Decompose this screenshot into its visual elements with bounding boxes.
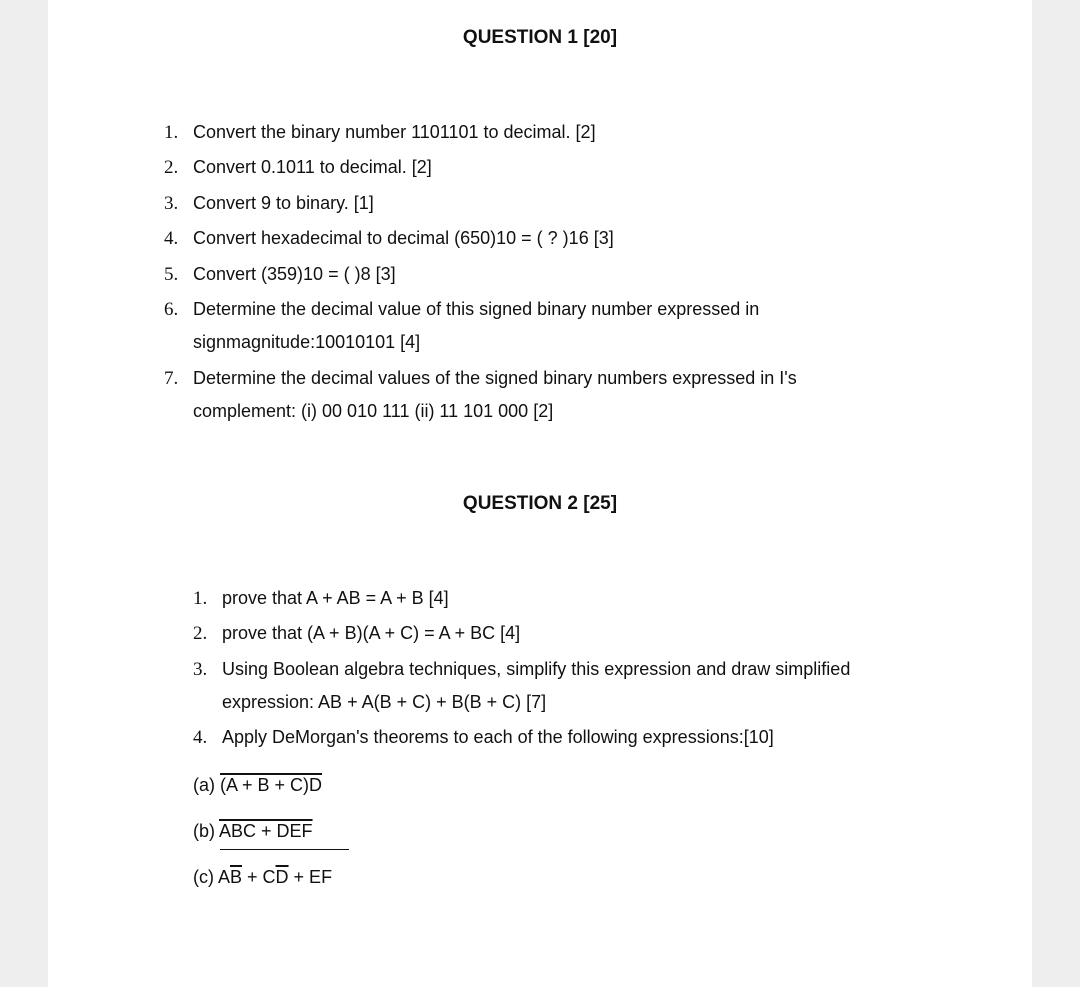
q1-item-7-text: Determine the decimal values of the signed binary numbers expressed in I's (193, 368, 797, 388)
q2-item-3-number: 3. (193, 659, 208, 680)
q1-item-3-text: Convert 9 to binary. [1] (193, 193, 374, 213)
sub-expression-c-term-b-bar: $\overline{B}$ (230, 867, 243, 887)
sub-expression-b-formula: ABC + DEF (219, 821, 313, 841)
q2-item-3-text: Using Boolean algebra techniques, simplify this expression and draw simplified (222, 659, 851, 679)
sub-expression-c-term-d-bar: $\overline{D}$ (275, 867, 289, 887)
sub-expression-b-label: (b) (193, 821, 220, 841)
q1-item-2-text: Convert 0.1011 to decimal. [2] (193, 157, 432, 177)
sub-expression-a-formula: (A + B + C)D (220, 775, 323, 795)
q1-item-3-number: 3. (164, 193, 179, 214)
document-page (48, 0, 1032, 987)
q1-item-1-number: 1. (164, 122, 179, 143)
sub-expression-c-term-c: + C (242, 867, 276, 887)
sub-expression-b (193, 821, 313, 842)
q2-item-3-continued: expression: AB + A(B + C) + B(B + C) [7] (222, 692, 547, 712)
sub-expression-a-label: (a) (193, 775, 220, 795)
q2-item-2-number: 2. (193, 623, 208, 644)
sub-expression-c-outer-bar (220, 849, 349, 850)
q2-item-4-text: Apply DeMorgan's theorems to each of the following expressions:[10] (222, 727, 774, 747)
sub-expression-c (193, 867, 332, 888)
q1-item-7-continued: complement: (i) 00 010 111 (ii) 11 101 000 [2] (193, 401, 554, 421)
q1-item-2-number: 2. (164, 157, 179, 178)
q2-item-2-text: prove that (A + B)(A + C) = A + BC [4] (222, 623, 521, 643)
sub-expression-c-term-a: A (218, 867, 231, 887)
q1-item-7-number: 7. (164, 368, 179, 389)
q1-item-6-number: 6. (164, 299, 179, 320)
q1-item-6-text: Determine the decimal value of this signed binary number expressed in (193, 299, 760, 319)
q1-item-6-continued: signmagnitude:10010101 [4] (193, 332, 421, 352)
question-1-heading: QUESTION 1 [20] (462, 27, 618, 48)
sub-expression-c-label: (c) (193, 867, 218, 887)
q1-item-4-text: Convert hexadecimal to decimal (650)10 = ( ? )16 [3] (193, 228, 614, 248)
q2-item-1-number: 1. (193, 588, 208, 609)
q1-item-5-text: Convert (359)10 = ( )8 [3] (193, 264, 396, 284)
q2-item-1-text: prove that A + AB = A + B [4] (222, 588, 449, 608)
q1-item-4-number: 4. (164, 228, 179, 249)
sub-expression-a (193, 775, 322, 796)
question-2-heading: QUESTION 2 [25] (462, 493, 618, 514)
sub-expression-c-term-ef: + EF (288, 867, 333, 887)
q1-item-5-number: 5. (164, 264, 179, 285)
q2-item-4-number: 4. (193, 727, 208, 748)
q1-item-1-text: Convert the binary number 1101101 to decimal. [2] (193, 122, 596, 142)
